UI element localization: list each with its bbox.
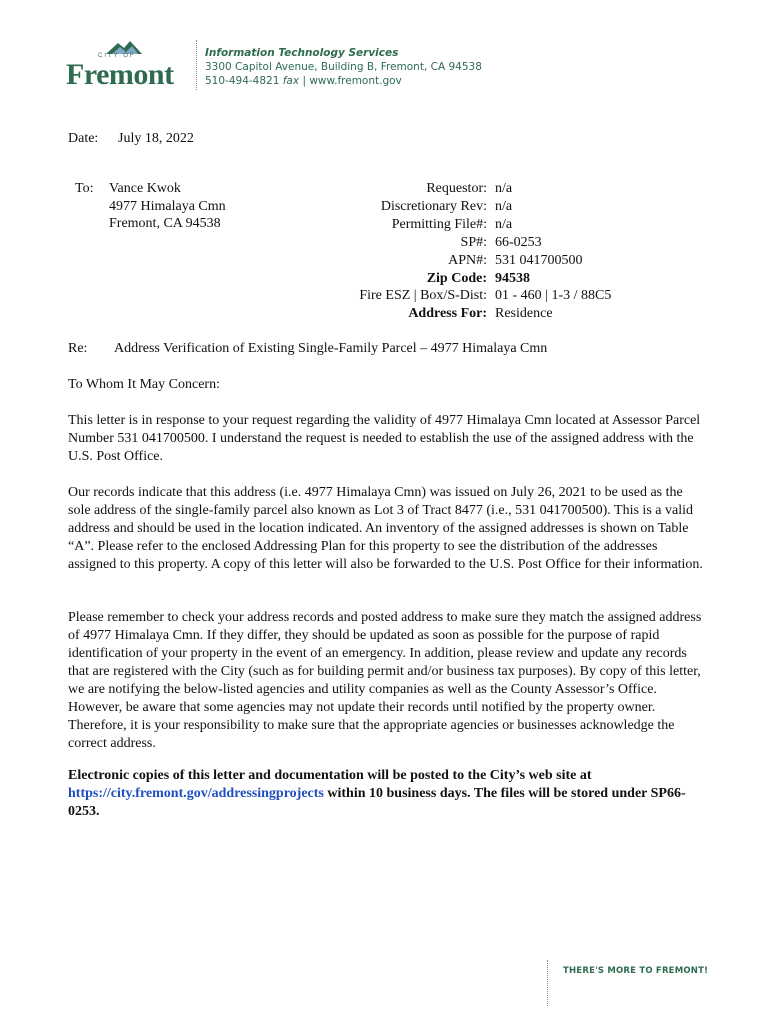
detail-value: n/a	[495, 198, 513, 214]
letter-date	[68, 131, 194, 147]
date-label: Date:	[68, 131, 99, 146]
salutation: To Whom It May Concern:	[68, 377, 220, 392]
paragraph-3: Please remember to check your address records and posted address to make sure they match the assigned address of 4977 Himalaya Cmn. If they differ, they should be updated as soon as possible for the purpose of rapid identification of your property in the event of an emergency. In addition, please review and update any records that are registered with the City (such as for building permit and/or business tax purposes). By copy of this letter, we are notifying the below-listed agencies and utility companies as well as the County Assessor’s Office. However, be aware that some agencies may not update their records until notified by the property owner. Therefore, it is your responsibility to make sure that the appropriate agencies or businesses acknowledge the correct address.	[68, 610, 702, 751]
department-name: Information Technology Services	[205, 47, 399, 59]
subject-line	[68, 341, 547, 357]
detail-row	[300, 198, 640, 216]
detail-value: 531 041700500	[495, 252, 583, 268]
subject-text: Address Verification of Existing Single-Family Parcel – 4977 Himalaya Cmn	[114, 341, 548, 356]
detail-key: Fire ESZ | Box/S-Dist:	[359, 288, 487, 304]
detail-key: Address For:	[408, 306, 487, 322]
addressing-projects-link[interactable]: https://city.fremont.gov/addressingprojects	[68, 786, 324, 801]
logo-city-text: CITY OF	[98, 53, 136, 59]
detail-row	[300, 180, 640, 198]
website-text: | www.fremont.gov	[302, 75, 402, 87]
office-address: 3300 Capitol Avenue, Building B, Fremont, CA 94538	[205, 61, 482, 73]
p4-text-before: Electronic copies of this letter and documentation will be posted to the City’s web site at	[68, 768, 592, 783]
detail-value: 94538	[495, 270, 530, 286]
detail-row	[300, 287, 640, 305]
detail-key: Requestor:	[426, 181, 487, 196]
detail-row	[300, 234, 640, 252]
contact-line	[205, 74, 482, 88]
recipient-name: Vance Kwok	[109, 181, 181, 196]
detail-value: Residence	[495, 306, 553, 322]
detail-key: APN#:	[448, 252, 487, 268]
p4-text-after: within 10 business days. The files will be stored under SP66-0253.	[68, 786, 686, 819]
logo-wordmark: Fremont	[66, 58, 174, 91]
paragraph-1: This letter is in response to your request regarding the validity of 4977 Himalaya Cmn located at Assessor Parcel Number 531 041700500. I understand the request is needed to establish the use of the assigned address with the U.S. Post Office.	[68, 413, 701, 464]
request-details	[300, 180, 640, 323]
phone-number: 510-494-4821	[205, 75, 280, 87]
detail-key: Permitting File#:	[391, 216, 487, 232]
detail-row	[300, 252, 640, 270]
fremont-logo	[66, 40, 184, 92]
detail-key: SP#:	[460, 234, 487, 250]
header-divider	[196, 40, 197, 90]
detail-value: n/a	[495, 181, 513, 196]
paragraph-2: Our records indicate that this address (i.e. 4977 Himalaya Cmn) was issued on July 26, 2021 to be used as the sole address of the single-family parcel also known as Lot 3 of Tract 8477 (i.e., 531 041700500). This is a valid address and should be used in the location indicated. An inventory of the assigned addresses is shown on Table “A”. Please refer to the enclosed Addressing Plan for this property to see the distribution of the addresses assigned to this property. A copy of this letter will also be forwarded to the U.S. Post Office for their information.	[68, 485, 703, 572]
detail-key: Zip Code:	[426, 270, 487, 286]
letterhead-info	[205, 46, 482, 88]
detail-value: n/a	[495, 216, 513, 232]
detail-value: 01 - 460 | 1-3 / 88C5	[495, 288, 612, 304]
recipient-street: 4977 Himalaya Cmn	[109, 198, 226, 214]
detail-row-address-for	[300, 305, 640, 323]
footer-divider	[547, 960, 548, 1006]
date-value: July 18, 2022	[118, 131, 194, 146]
detail-value: 66-0253	[495, 234, 542, 250]
re-label: Re:	[68, 341, 88, 356]
detail-row-zip	[300, 270, 640, 288]
recipient-city: Fremont, CA 94538	[109, 216, 221, 231]
to-label: To:	[75, 181, 94, 196]
detail-row	[300, 216, 640, 234]
fax-label: fax	[282, 75, 300, 87]
paragraph-4	[68, 767, 708, 821]
mountain-logo-icon	[104, 40, 144, 54]
recipient-address	[109, 180, 226, 233]
footer-tagline: THERE'S MORE TO FREMONT!	[563, 966, 709, 976]
detail-key: Discretionary Rev:	[380, 198, 487, 214]
